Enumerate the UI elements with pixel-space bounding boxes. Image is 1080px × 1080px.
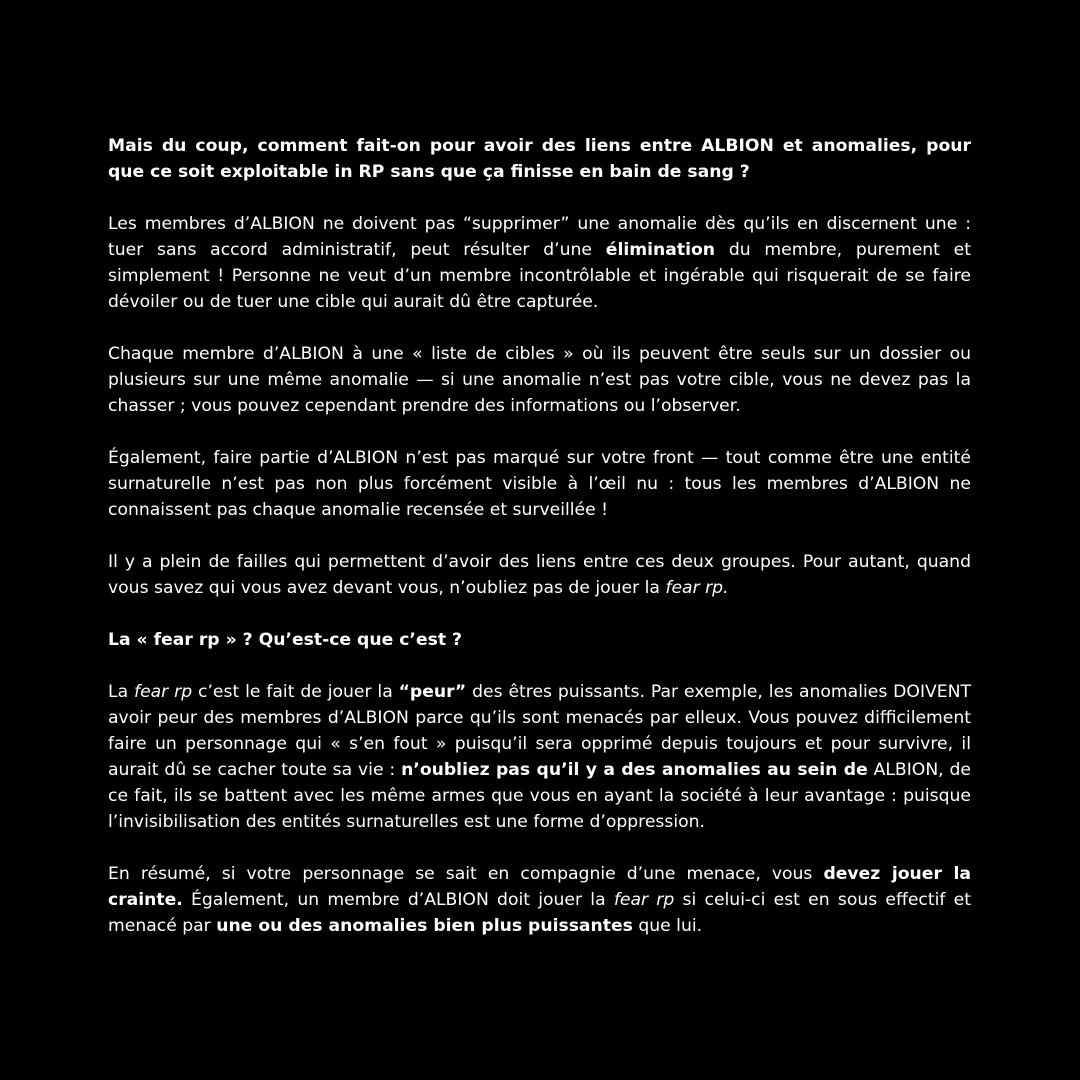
paragraph-text: ALBION, de ce fait, ils se battent avec les même armes que vous en ayant la société à leur avantage : puisque l’invisibilisation des entités surnaturelles est une forme d’oppression. (108, 760, 971, 832)
bold-text: élimination (605, 240, 716, 260)
paragraph-text: Il y a plein de failles qui permettent d’avoir des liens entre ces deux groupes. Pour autant, quand vous savez qui vous avez devant vous, n’oubliez pas de jouer la (108, 552, 971, 598)
paragraph-elimination (108, 211, 971, 315)
paragraph-text: La (108, 682, 135, 702)
document-body (108, 133, 971, 939)
paragraph-text: si celui-ci est en sous effectif et menacé par (108, 890, 971, 936)
heading-albion-anomalies: Mais du coup, comment fait-on pour avoir des liens entre ALBION et anomalies, pour que ce soit exploitable in RP sans que ça finisse en bain de sang ? (108, 136, 971, 182)
paragraph-fear-rp-definition (108, 679, 971, 835)
bold-text: n’oubliez pas qu’il y a des anomalies au sein de (401, 760, 868, 780)
heading-fear-rp: La « fear rp » ? Qu’est-ce que c’est ? (108, 630, 463, 650)
paragraph-text: des êtres puissants. Par exemple, les anomalies DOIVENT avoir peur des membres d’ALBION parce qu’ils sont menacés par elleux. Vous pouvez difficilement faire un personnage qui « s’en fout » puisqu’il sera opprimé depuis toujours et pour survivre, il aurait dû se cacher toute sa vie : (108, 682, 971, 780)
paragraph-not-visible: Également, faire partie d’ALBION n’est pas marqué sur votre front — tout comme être une entité surnaturelle n’est pas non plus forcément visible à l’œil nu : tous les membres d’ALBION ne connaissent pas chaque anomalie recensée et surveillée ! (108, 448, 971, 520)
italic-text: fear rp (134, 682, 193, 702)
paragraph-text: du membre, purement et simplement ! Personne ne veut d’un membre incontrôlable et ingérable qui risquerait de se faire dévoiler ou de tuer une cible qui aurait dû être capturée. (108, 240, 971, 312)
bold-text: “peur” (398, 682, 467, 702)
paragraph-flaws (108, 549, 971, 601)
paragraph-text: En résumé, si votre personnage se sait en compagnie d’une menace, vous (108, 864, 824, 884)
paragraph-target-list: Chaque membre d’ALBION à une « liste de cibles » où ils peuvent être seuls sur un dossier ou plusieurs sur une même anomalie — si une anomalie n’est pas votre cible, vous ne devez pas la chasser ; vous pouvez cependant prendre des informations ou l’observer. (108, 344, 971, 416)
bold-text: une ou des anomalies bien plus puissantes (216, 916, 633, 936)
paragraph-text: que lui. (632, 916, 703, 936)
paragraph-summary (108, 861, 971, 939)
bold-text: devez jouer la crainte. (108, 864, 972, 910)
paragraph-text: Les membres d’ALBION ne doivent pas “supprimer” une anomalie dès qu’ils en discernent une : tuer sans accord administratif, peut résulter d’une (108, 214, 971, 260)
italic-text: fear rp. (665, 578, 729, 598)
paragraph-text: c’est le fait de jouer la (192, 682, 399, 702)
italic-text: fear rp (613, 890, 675, 910)
paragraph-text: Également, un membre d’ALBION doit jouer la (182, 890, 614, 910)
